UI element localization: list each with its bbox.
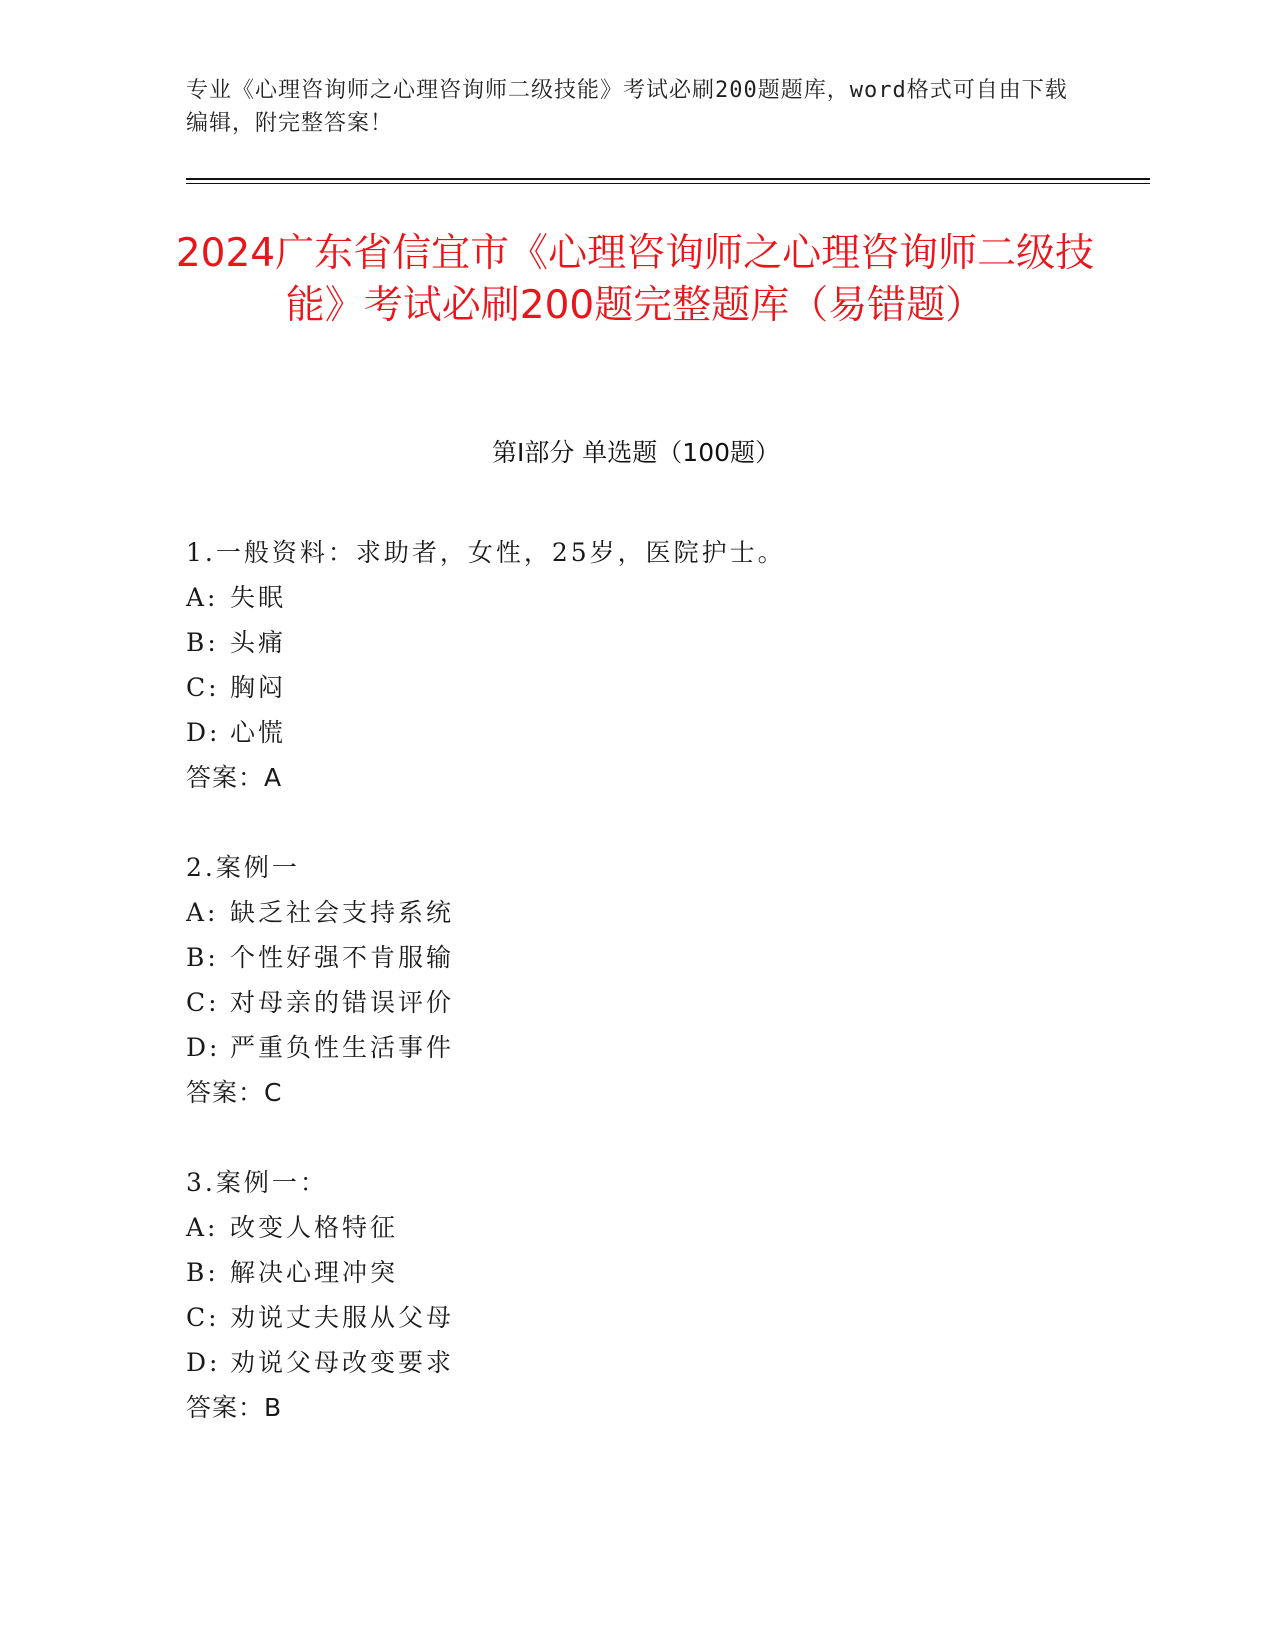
option-text: 心慌 (230, 718, 287, 747)
option-text: 解决心理冲突 (230, 1258, 399, 1287)
option-text: 对母亲的错误评价 (230, 988, 455, 1017)
header-rule-thin (186, 183, 1150, 184)
option-key: B: (186, 943, 219, 972)
header-note: 专业《心理咨询师之心理咨询师二级技能》考试必刷200题题库，word格式可自由下载编辑，附完整答案！ (186, 78, 1068, 136)
option-key: C: (186, 1303, 220, 1332)
option-key: C: (186, 988, 220, 1017)
question-item (186, 530, 1086, 800)
option-b (186, 620, 1086, 665)
section-title: 第Ⅰ部分 单选题（100题） (491, 438, 781, 467)
option-key: B: (186, 1258, 219, 1287)
option-text: 头痛 (230, 628, 287, 657)
option-b (186, 1250, 1086, 1295)
question-stem: 1.一般资料：求助者，女性，25岁，医院护士。 (186, 538, 786, 567)
option-key: C: (186, 673, 220, 702)
option-text: 缺乏社会支持系统 (230, 898, 455, 927)
option-c (186, 665, 1086, 710)
answer-line: 答案：C (186, 1078, 283, 1107)
option-text: 改变人格特征 (230, 1213, 399, 1242)
option-text: 劝说丈夫服从父母 (230, 1303, 455, 1332)
option-c (186, 1295, 1086, 1340)
question-item (186, 845, 1086, 1115)
option-a (186, 575, 1086, 620)
header-rule-thick (186, 178, 1150, 180)
option-d (186, 1025, 1086, 1070)
option-key: B: (186, 628, 219, 657)
option-a (186, 890, 1086, 935)
answer-line: 答案：A (186, 763, 283, 792)
option-key: D: (186, 718, 221, 747)
option-d (186, 710, 1086, 755)
option-key: D: (186, 1348, 221, 1377)
option-text: 个性好强不肯服输 (230, 943, 455, 972)
option-text: 失眠 (230, 583, 287, 612)
document-title: 2024广东省信宜市《心理咨询师之心理咨询师二级技能》考试必刷200题完整题库（易错题） (175, 231, 1095, 328)
question-item (186, 1160, 1086, 1430)
option-a (186, 1205, 1086, 1250)
question-stem: 3.案例一： (186, 1168, 328, 1197)
option-c (186, 980, 1086, 1025)
option-key: A: (186, 583, 219, 612)
option-text: 胸闷 (230, 673, 287, 702)
option-key: D: (186, 1033, 221, 1062)
option-text: 严重负性生活事件 (230, 1033, 455, 1062)
question-list (186, 530, 1086, 1475)
option-key: A: (186, 898, 219, 927)
option-text: 劝说父母改变要求 (230, 1348, 455, 1377)
answer-line: 答案：B (186, 1393, 283, 1422)
option-d (186, 1340, 1086, 1385)
question-stem: 2.案例一 (186, 853, 300, 882)
option-key: A: (186, 1213, 219, 1242)
option-b (186, 935, 1086, 980)
